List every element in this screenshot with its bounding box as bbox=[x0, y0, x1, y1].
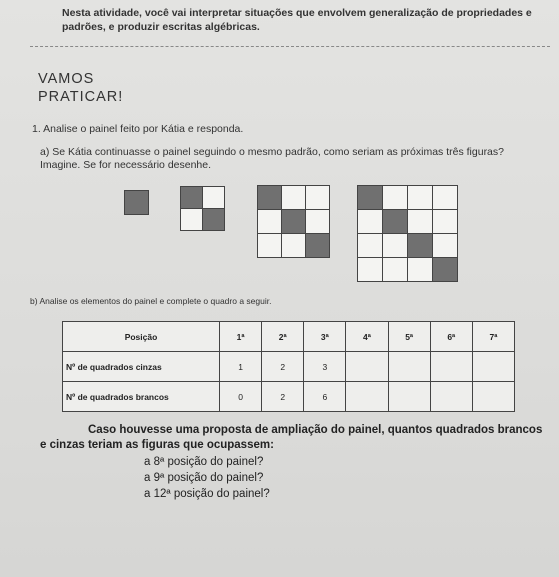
positions-list bbox=[40, 454, 550, 502]
question-b: b) Analise os elementos do painel e complete o quadro a seguir. bbox=[30, 296, 272, 306]
row-label: Nº de quadrados cinzas bbox=[63, 352, 220, 382]
final-question-block bbox=[40, 423, 550, 502]
list-item: a 8ª posição do painel? bbox=[144, 456, 264, 468]
table-cell[interactable] bbox=[430, 352, 472, 382]
row-label: Nº de quadrados brancos bbox=[63, 382, 220, 412]
table-cell[interactable] bbox=[472, 382, 514, 412]
table-row bbox=[63, 352, 515, 382]
white-square bbox=[357, 209, 383, 234]
gray-square bbox=[357, 185, 383, 210]
table-cell[interactable] bbox=[388, 352, 430, 382]
white-square bbox=[305, 185, 330, 210]
table-cell[interactable] bbox=[346, 382, 388, 412]
table-cell[interactable]: 2 bbox=[262, 352, 304, 382]
gray-square bbox=[281, 209, 306, 234]
table-cell[interactable] bbox=[472, 352, 514, 382]
list-item: a 12ª posição do painel? bbox=[144, 488, 270, 500]
table-cell[interactable]: 3 bbox=[304, 352, 346, 382]
table-cell[interactable]: 2 bbox=[262, 382, 304, 412]
white-square bbox=[202, 186, 225, 209]
final-question: Caso houvesse uma proposta de ampliação do painel, quantos quadrados brancos e cinzas teriam as figuras que ocupassem: bbox=[40, 424, 543, 451]
section-title-line-2: PRATICAR! bbox=[38, 89, 124, 105]
list-item: a 9ª posição do painel? bbox=[144, 472, 264, 484]
white-square bbox=[281, 233, 306, 258]
white-square bbox=[257, 209, 282, 234]
white-square bbox=[382, 257, 408, 282]
table-header-cell: 4ª bbox=[346, 322, 388, 352]
table-cell[interactable] bbox=[388, 382, 430, 412]
table-header-cell: 5ª bbox=[388, 322, 430, 352]
table-header-cell: 1ª bbox=[220, 322, 262, 352]
table-row bbox=[63, 382, 515, 412]
gray-square bbox=[432, 257, 458, 282]
white-square bbox=[407, 185, 433, 210]
table-header-cell: 6ª bbox=[430, 322, 472, 352]
intro-text: Nesta atividade, você vai interpretar situações que envolvem generalização de propriedades e padrões, e produzir escritas algébricas. bbox=[62, 7, 532, 33]
table-cell[interactable]: 6 bbox=[304, 382, 346, 412]
gray-square bbox=[407, 233, 433, 258]
dashed-divider bbox=[30, 46, 550, 47]
white-square bbox=[305, 209, 330, 234]
table-header-cell: 7ª bbox=[472, 322, 514, 352]
white-square bbox=[432, 209, 458, 234]
white-square bbox=[432, 233, 458, 258]
table-header-cell: 2ª bbox=[262, 322, 304, 352]
gray-square bbox=[202, 208, 225, 231]
table-header-cell: Posição bbox=[63, 322, 220, 352]
question-1: 1. Analise o painel feito por Kátia e responda. bbox=[32, 123, 244, 135]
white-square bbox=[257, 233, 282, 258]
white-square bbox=[357, 257, 383, 282]
table-cell[interactable]: 1 bbox=[220, 352, 262, 382]
table-header-row bbox=[63, 322, 515, 352]
white-square bbox=[432, 185, 458, 210]
white-square bbox=[281, 185, 306, 210]
white-square bbox=[407, 209, 433, 234]
white-square bbox=[180, 208, 203, 231]
gray-square bbox=[305, 233, 330, 258]
question-a: a) Se Kátia continuasse o painel seguindo o mesmo padrão, como seriam as próximas três figuras? Imagine. Se for necessário desenhe. bbox=[40, 146, 504, 171]
table-cell[interactable] bbox=[346, 352, 388, 382]
gray-square bbox=[180, 186, 203, 209]
section-title bbox=[38, 70, 123, 106]
data-table bbox=[62, 321, 515, 412]
table-header-cell: 3ª bbox=[304, 322, 346, 352]
table-cell[interactable] bbox=[430, 382, 472, 412]
white-square bbox=[407, 257, 433, 282]
gray-square bbox=[382, 209, 408, 234]
section-title-line-1: VAMOS bbox=[38, 71, 95, 87]
white-square bbox=[357, 233, 383, 258]
white-square bbox=[382, 233, 408, 258]
table-cell[interactable]: 0 bbox=[220, 382, 262, 412]
gray-square bbox=[124, 190, 149, 215]
white-square bbox=[382, 185, 408, 210]
gray-square bbox=[257, 185, 282, 210]
